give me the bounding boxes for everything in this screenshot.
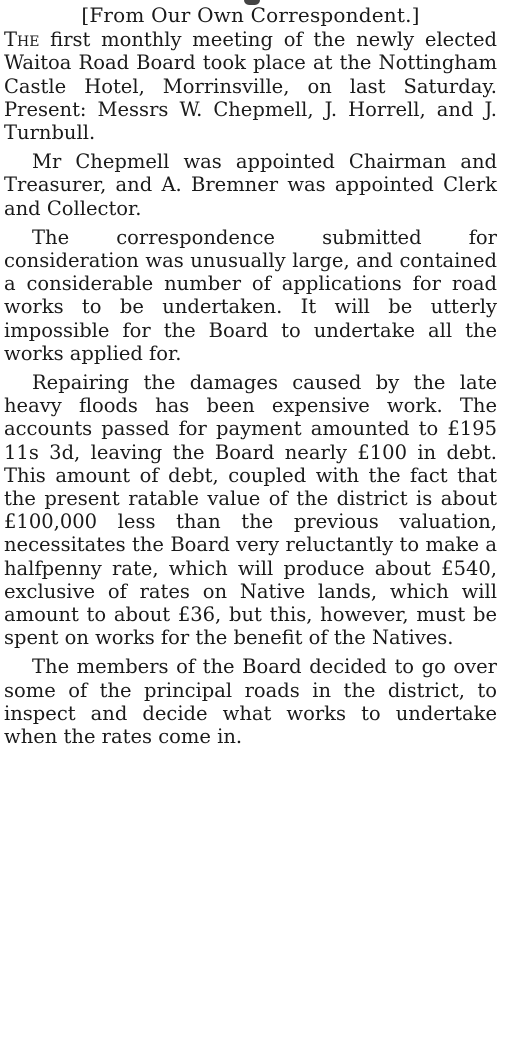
paragraph-correspondence: The correspondence submitted for consideration was unusually large, and contained a considerable number of applications for road works to be undertaken. It will be utterly impossible for the Board to undertake all the works applied for.	[4, 225, 497, 365]
paragraph-text: first monthly meeting of the newly elected Waitoa Road Board took place at the Nottingham Castle Hotel, Morrinsville, on last Saturday. Present: Messrs W. Chepmell, J. Horrell, and J. Turnbull.	[4, 28, 497, 145]
dateline: [From Our Own Correspondent.]	[81, 3, 420, 27]
paragraph-meeting	[4, 28, 497, 144]
paragraph-appointments: Mr Chepmell was appointed Chairman and Treasurer, and A. Bremner was appointed Clerk and Collector.	[4, 150, 497, 220]
paragraph-inspection: The members of the Board decided to go over some of the principal roads in the district, to inspect and decide what works to undertake when the rates come in.	[4, 655, 497, 749]
lead-word: The	[4, 28, 40, 52]
paragraph-finances: Repairing the damages caused by the late heavy floods has been expensive work. The accounts passed for payment amounted to £195 11s 3d, leaving the Board nearly £100 in debt. This amount of debt, coupled with the fact that the present ratable value of the district is about £100,000 less than the previous valuation, necessitates the Board very reluctantly to make a halfpenny rate, which will produce about £540, exclusive of rates on Native lands, which will amount to about £36, but this, however, must be spent on works for the benefit of the Natives.	[4, 371, 497, 650]
